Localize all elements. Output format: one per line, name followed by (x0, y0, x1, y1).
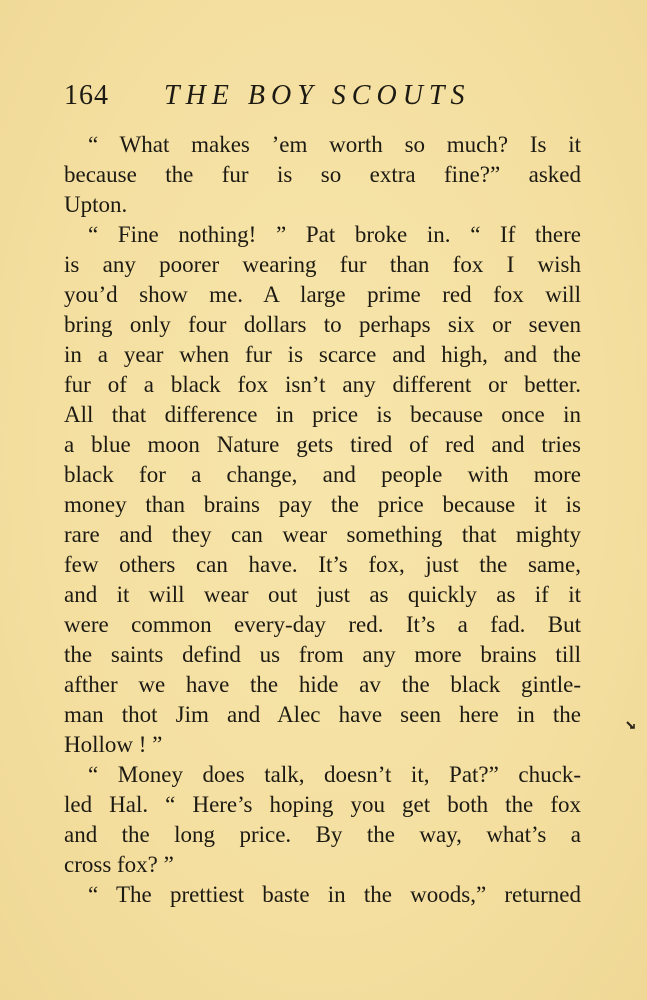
text-line: afther we have the hide av the black gintle- (64, 672, 581, 697)
text-line: you’d show me. A large prime red fox will (64, 282, 581, 307)
text-line: and the long price. By the way, what’s a (64, 822, 581, 847)
text-line: rare and they can wear something that mighty (64, 522, 581, 547)
text-line: black for a change, and people with more (64, 462, 581, 487)
text-line: cross fox? ” (64, 852, 174, 877)
text-line: money than brains pay the price because it is (64, 492, 581, 517)
text-line: a blue moon Nature gets tired of red and tries (64, 432, 581, 457)
text-line: “ What makes ’em worth so much? Is it (88, 132, 581, 157)
text-line: in a year when fur is scarce and high, and the (64, 342, 581, 367)
text-line: man thot Jim and Alec have seen here in the (64, 702, 581, 727)
text-line: fur of a black fox isn’t any different or better. (64, 372, 581, 397)
text-line: and it will wear out just as quickly as if it (64, 582, 581, 607)
text-line: were common every-day red. It’s a fad. But (64, 612, 581, 637)
page-number: 164 (64, 80, 109, 111)
text-line: bring only four dollars to perhaps six or seven (64, 312, 581, 337)
text-line: “ Money does talk, doesn’t it, Pat?” chuck- (88, 762, 581, 787)
text-line: few others can have. It’s fox, just the same, (64, 552, 581, 577)
text-line: led Hal. “ Here’s hoping you get both the fox (64, 792, 581, 817)
text-line: All that difference in price is because once in (64, 402, 581, 427)
text-line: because the fur is so extra fine?” asked (64, 162, 581, 187)
text-line: Upton. (64, 192, 128, 217)
text-line: Hollow ! ” (64, 732, 163, 757)
body-text (64, 130, 581, 910)
book-title: THE BOY SCOUTS (164, 80, 471, 111)
text-line: “ Fine nothing! ” Pat broke in. “ If there (88, 222, 581, 247)
ink-mark-icon (624, 718, 638, 732)
text-line: the saints defind us from any more brains till (64, 642, 581, 667)
text-line: is any poorer wearing fur than fox I wish (64, 252, 581, 277)
text-line: “ The prettiest baste in the woods,” returned (88, 882, 581, 907)
running-head (64, 80, 584, 120)
